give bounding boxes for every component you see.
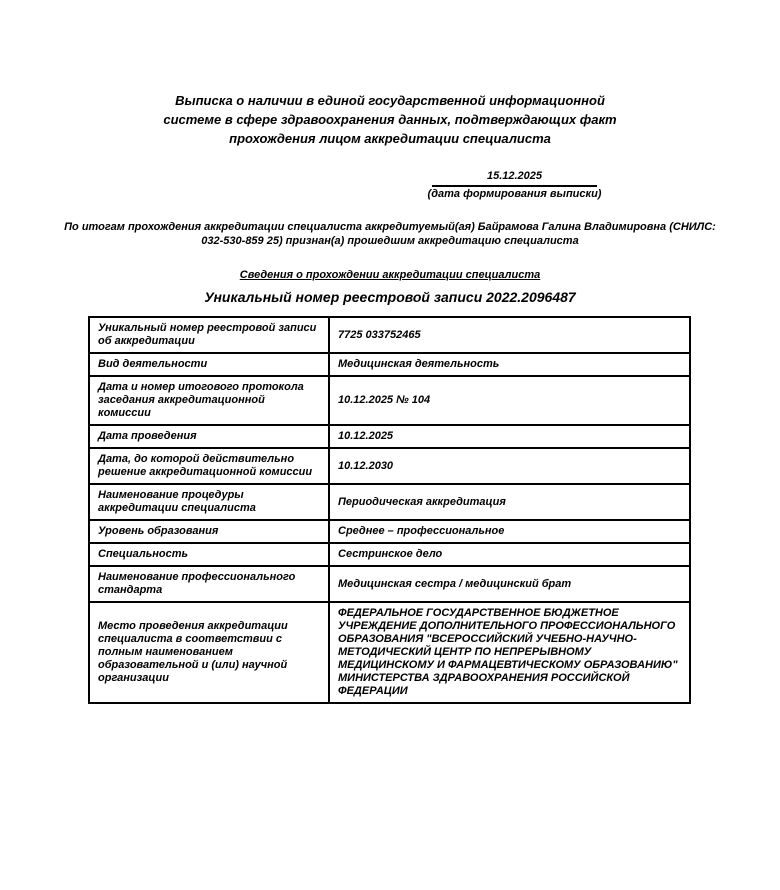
field-label: Наименование процедуры аккредитации специалиста	[89, 484, 329, 520]
accreditation-table-body	[89, 317, 690, 703]
field-value: 10.12.2025	[329, 425, 690, 448]
intro-paragraph: По итогам прохождения аккредитации специалиста аккредитуемый(ая) Байрамова Галина Владимировна (СНИЛС: 032-530-859 25) признан(а) прошедшим аккредитацию специалиста	[64, 221, 716, 247]
table-row	[89, 543, 690, 566]
field-value: 7725 033752465	[329, 317, 690, 353]
registry-number-heading: Уникальный номер реестровой записи 2022.2096487	[204, 289, 576, 305]
field-label: Дата проведения	[89, 425, 329, 448]
table-row	[89, 520, 690, 543]
field-value: Сестринское дело	[329, 543, 690, 566]
field-value: Медицинская сестра / медицинский брат	[329, 566, 690, 602]
field-value: ФЕДЕРАЛЬНОЕ ГОСУДАРСТВЕННОЕ БЮДЖЕТНОЕ УЧРЕЖДЕНИЕ ДОПОЛНИТЕЛЬНОГО ПРОФЕССИОНАЛЬНОГО ОБРАЗОВАНИЯ "ВСЕРОССИЙСКИЙ УЧЕБНО-НАУЧНО-МЕТОДИЧЕСКИЙ ЦЕНТР ПО НЕПРЕРЫВНОМУ МЕДИЦИНСКОМУ И ФАРМАЦЕВТИЧЕСКОМУ ОБРАЗОВАНИЮ" МИНИСТЕРСТВА ЗДРАВООХРАНЕНИЯ РОССИЙСКОЙ ФЕДЕРАЦИИ	[329, 602, 690, 703]
field-label: Дата и номер итогового протокола заседания аккредитационной комиссии	[89, 376, 329, 425]
table-row	[89, 448, 690, 484]
issue-date-block	[427, 170, 602, 201]
field-value: 10.12.2025 № 104	[329, 376, 690, 425]
table-row	[89, 602, 690, 703]
table-row	[89, 317, 690, 353]
field-label: Вид деятельности	[89, 353, 329, 376]
document-title	[0, 91, 780, 148]
field-value: Периодическая аккредитация	[329, 484, 690, 520]
field-value: Среднее – профессиональное	[329, 520, 690, 543]
issue-date: 15.12.2025	[432, 170, 597, 187]
field-value: 10.12.2030	[329, 448, 690, 484]
field-label: Дата, до которой действительно решение аккредитационной комиссии	[89, 448, 329, 484]
field-label: Специальность	[89, 543, 329, 566]
field-label: Уровень образования	[89, 520, 329, 543]
document-title-line: системе в сфере здравоохранения данных, подтверждающих факт	[163, 112, 617, 127]
section-heading: Сведения о прохождении аккредитации специалиста	[239, 269, 541, 281]
issue-date-caption: (дата формирования выписки)	[427, 188, 602, 200]
field-label: Наименование профессионального стандарта	[89, 566, 329, 602]
document-title-line: прохождения лицом аккредитации специалиста	[229, 131, 551, 146]
accreditation-table	[88, 316, 691, 704]
field-value: Медицинская деятельность	[329, 353, 690, 376]
field-label: Уникальный номер реестровой записи об аккредитации	[89, 317, 329, 353]
table-row	[89, 425, 690, 448]
table-row	[89, 376, 690, 425]
document-title-line: Выписка о наличии в единой государственной информационной	[175, 93, 605, 108]
table-row	[89, 566, 690, 602]
table-row	[89, 484, 690, 520]
field-label: Место проведения аккредитации специалиста в соответствии с полным наименованием образовательной и (или) научной организации	[89, 602, 329, 703]
table-row	[89, 353, 690, 376]
